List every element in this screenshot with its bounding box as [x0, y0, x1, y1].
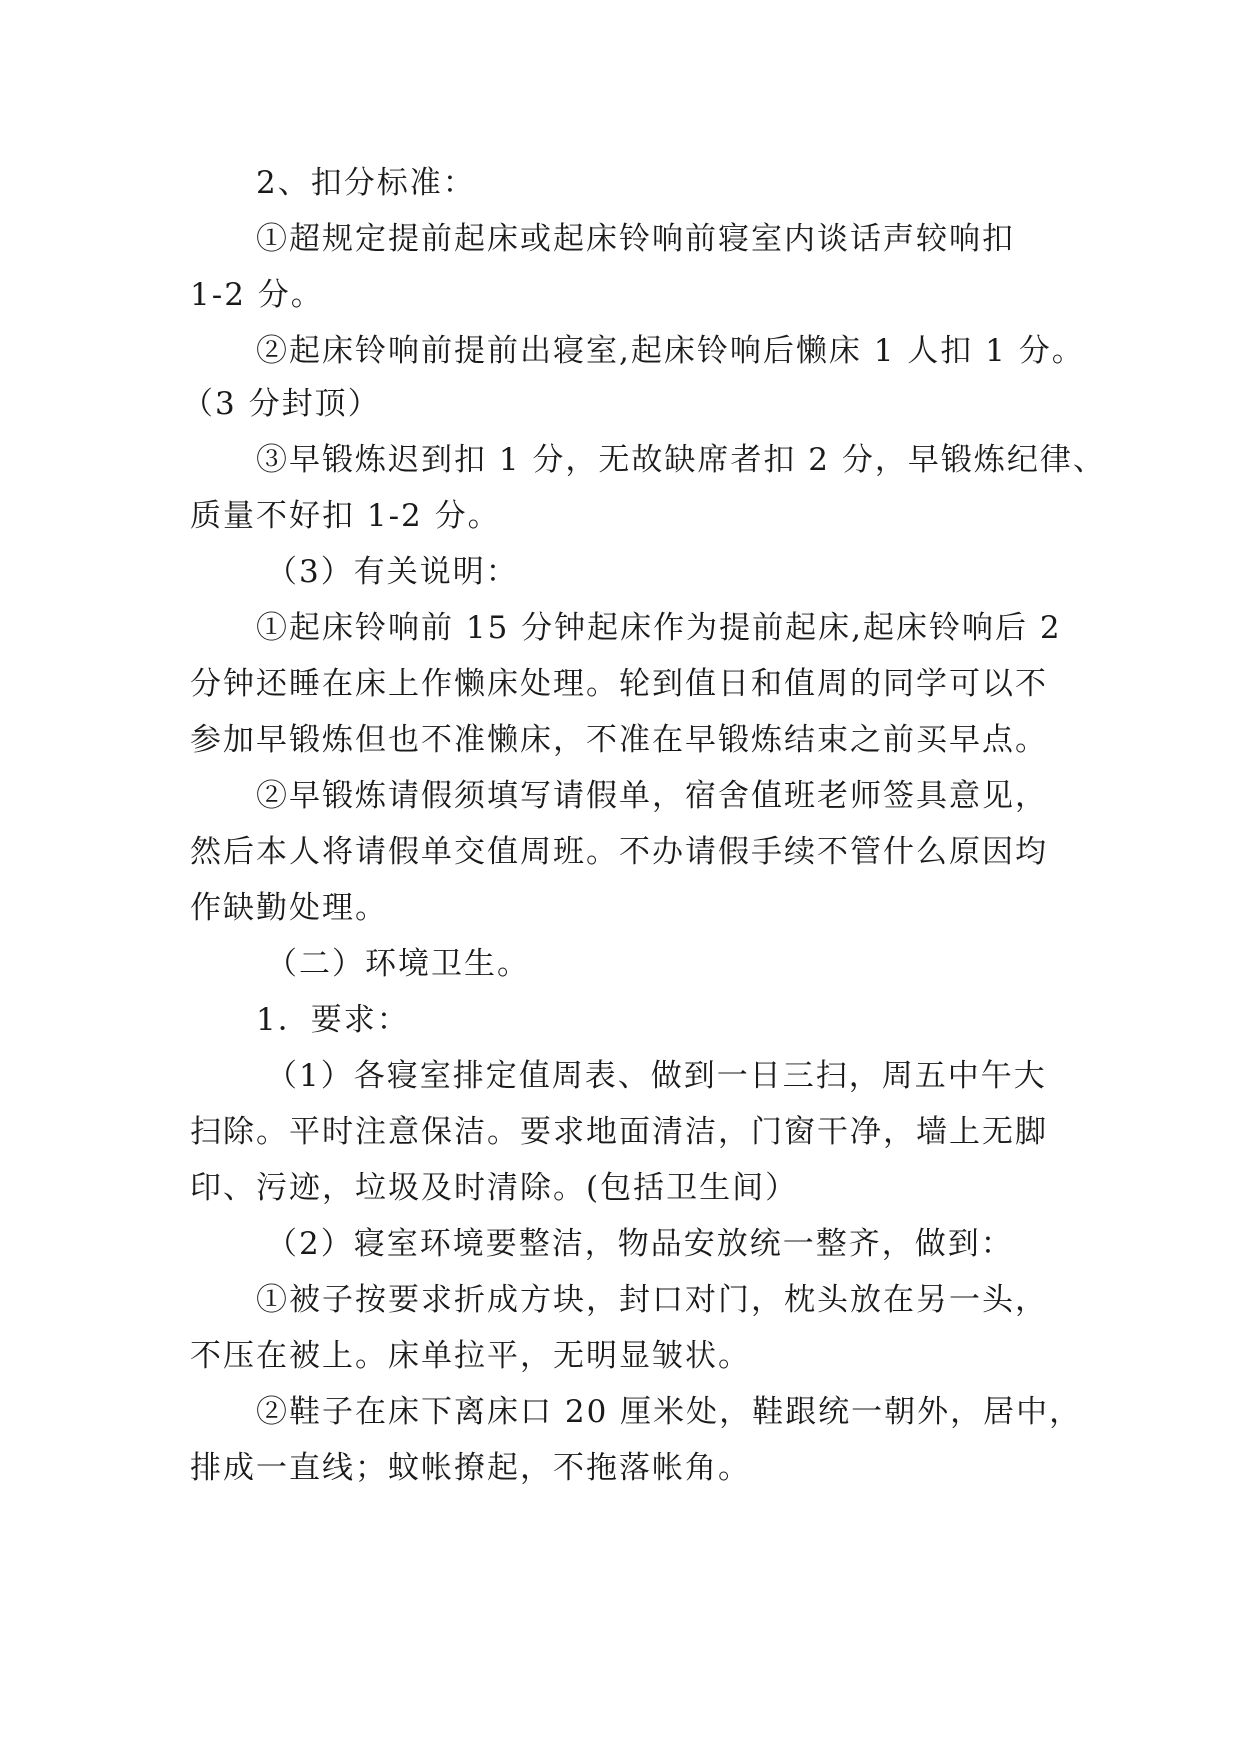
- paragraph-line: ①超规定提前起床或起床铃响前寝室内谈话声较响扣: [256, 221, 1015, 257]
- section-heading-deduction-standard: 2、扣分标准：: [256, 165, 476, 201]
- paragraph-line: 排成一直线；蚊帐撩起，不拖落帐角。: [190, 1450, 751, 1486]
- paragraph-line: ①被子按要求折成方块，封口对门，枕头放在另一头，: [256, 1282, 1048, 1318]
- paragraph-line: ①起床铃响前 15 分钟起床作为提前起床,起床铃响后 2: [256, 610, 1062, 646]
- paragraph-line: （3 分封顶）: [182, 386, 381, 422]
- paragraph-line: ②鞋子在床下离床口 20 厘米处，鞋跟统一朝外，居中，: [256, 1394, 1083, 1430]
- paragraph-line: 然后本人将请假单交值周班。不办请假手续不管什么原因均: [190, 834, 1048, 870]
- paragraph-line: 质量不好扣 1-2 分。: [190, 498, 501, 534]
- paragraph-line: 不压在被上。床单拉平，无明显皱状。: [190, 1338, 751, 1374]
- section-heading-notes: （3）有关说明：: [266, 554, 519, 590]
- paragraph-line: ②起床铃响前提前出寝室,起床铃响后懒床 1 人扣 1 分。: [256, 333, 1085, 369]
- section-heading-requirements: 1．要求：: [256, 1002, 410, 1038]
- paragraph-line: 分钟还睡在床上作懒床处理。轮到值日和值周的同学可以不: [190, 666, 1048, 702]
- section-heading-environment: （二）环境卫生。: [266, 946, 530, 982]
- paragraph-line: ②早锻炼请假须填写请假单，宿舍值班老师签具意见，: [256, 778, 1048, 814]
- paragraph-line: 印、污迹，垃圾及时清除。(包括卫生间）: [190, 1170, 799, 1206]
- paragraph-line: （2）寝室环境要整洁，物品安放统一整齐，做到：: [266, 1226, 1014, 1262]
- paragraph-line: 扫除。平时注意保洁。要求地面清洁，门窗干净，墙上无脚: [190, 1114, 1048, 1150]
- paragraph-line: 作缺勤处理。: [190, 890, 388, 926]
- paragraph-line: 参加早锻炼但也不准懒床，不准在早锻炼结束之前买早点。: [190, 722, 1048, 758]
- paragraph-line: 1-2 分。: [190, 277, 324, 313]
- paragraph-line: （1）各寝室排定值周表、做到一日三扫，周五中午大: [266, 1058, 1047, 1094]
- paragraph-line: ③早锻炼迟到扣 1 分，无故缺席者扣 2 分，早锻炼纪律、: [256, 442, 1106, 478]
